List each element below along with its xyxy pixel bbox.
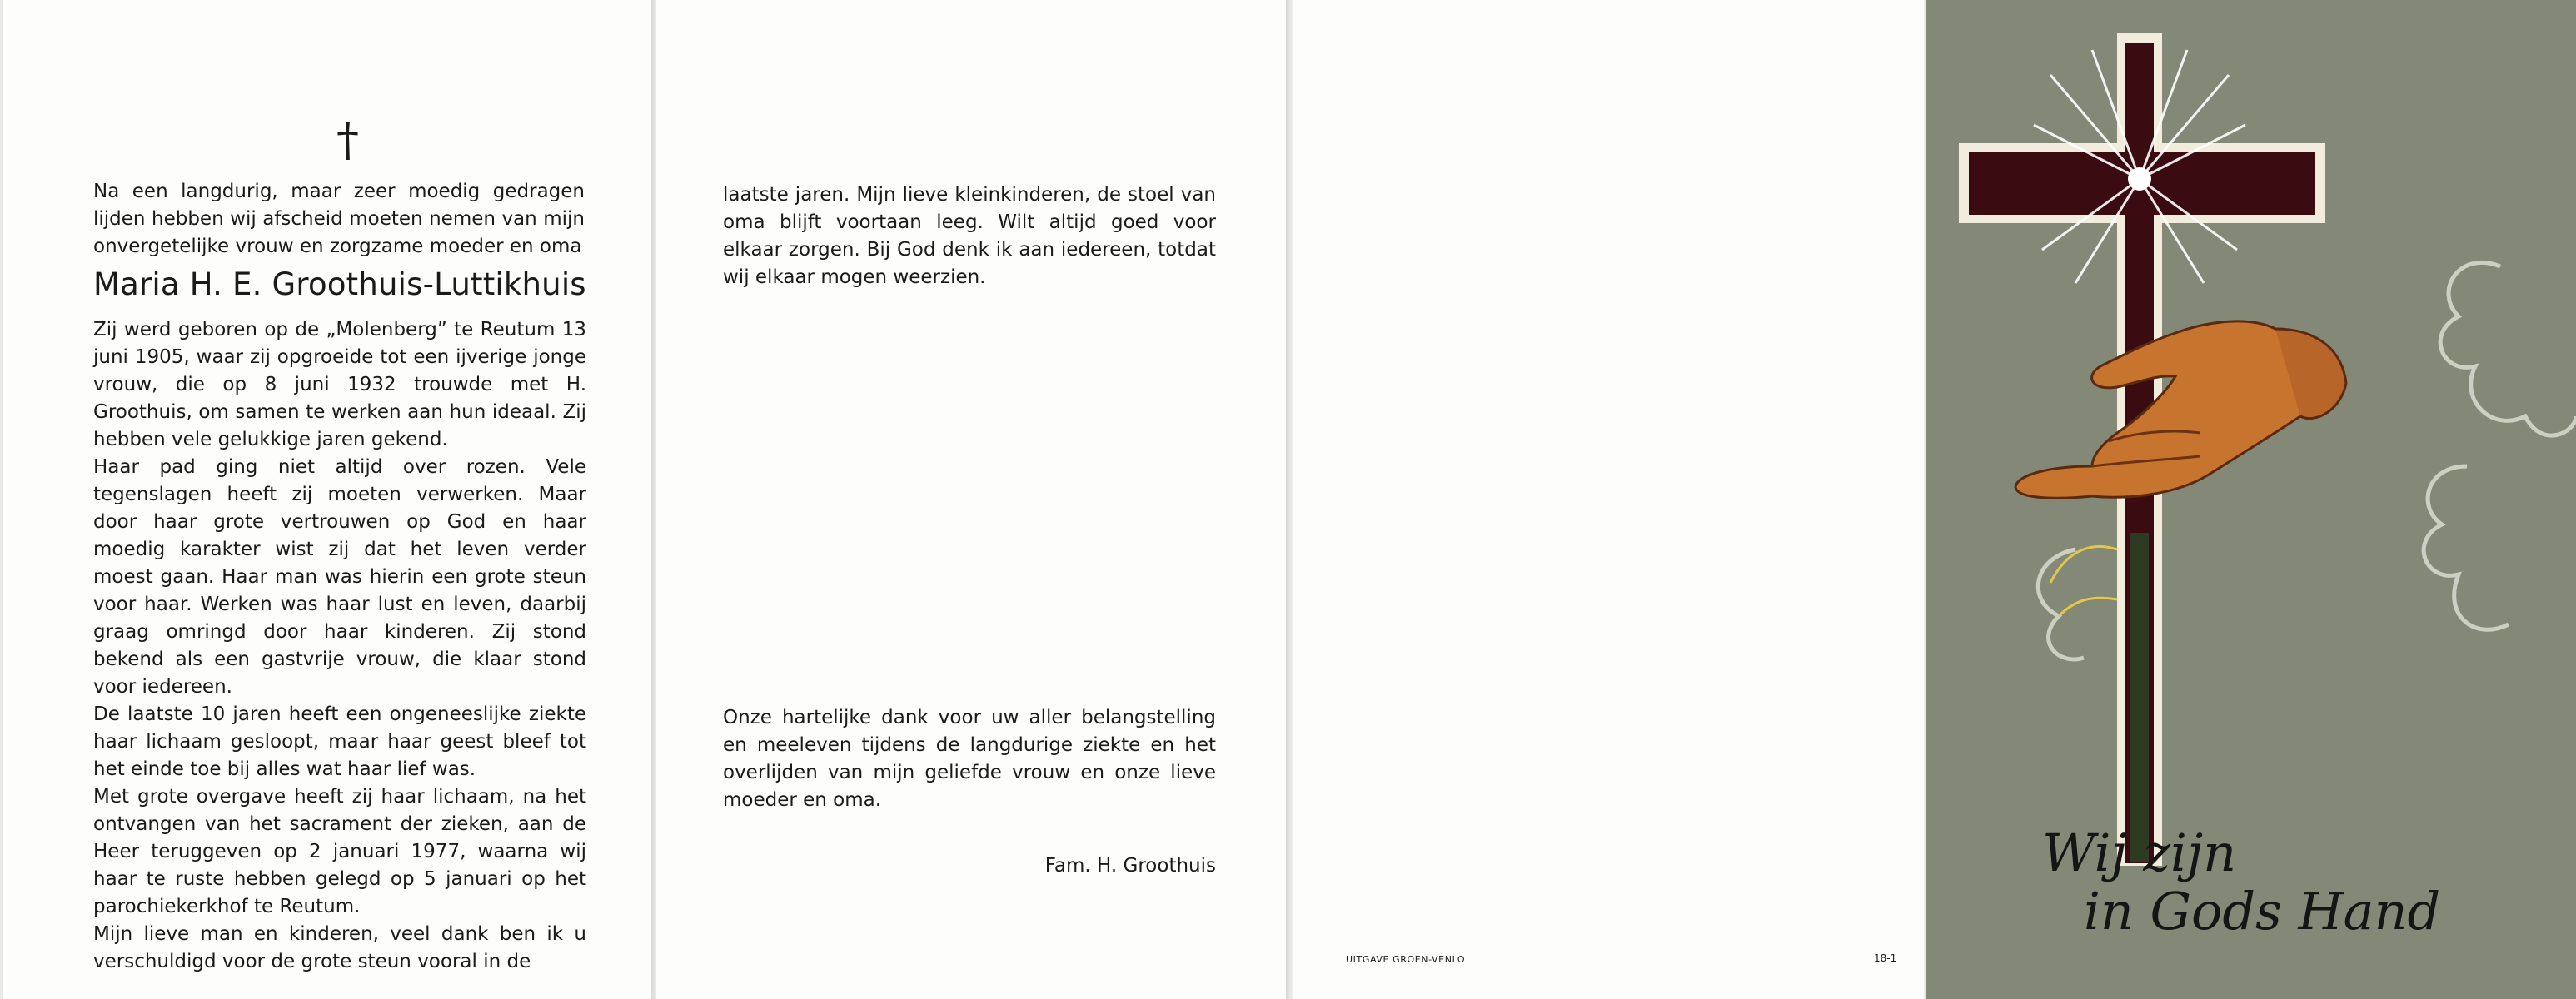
motto-line-2: in Gods Hand bbox=[2084, 881, 2441, 942]
star-icon bbox=[2128, 167, 2151, 191]
cross-icon: † bbox=[336, 114, 359, 166]
thanks-paragraph: Onze hartelijke dank voor uw aller belangstelling en meeleven tijdens de langdurige ziekte en het overlijden van mijn geliefde vrouw en onze lieve moeder en oma. bbox=[723, 707, 1216, 811]
continuation-paragraph: laatste jaren. Mijn lieve kleinkinderen, de stoel van oma blijft voortaan leeg. Wilt altijd goed voor elkaar zorgen. Bij God denk ik aan iedereen, totdat wij elkaar mogen weerzien. bbox=[723, 184, 1216, 288]
biography-paragraph: Haar pad ging niet altijd over rozen. Vele tegenslagen heeft zij moeten verwerken. Maar door haar grote vertrouwen op God en haar moedig karakter wist zij dat het leven verder moest gaan. Haar man was hierin een grote steun voor haar. Werken was haar lust en leven, daarbij graag omringd door haar kinderen. Zij stond bekend als een gastvrije vrouw, die klaar stond voor iedereen. bbox=[93, 456, 586, 698]
left-page bbox=[3, 0, 651, 999]
biography-paragraph: De laatste 10 jaren heeft een ongeneeslijke ziekte haar lichaam gesloopt, maar haar geest bleef tot het einde toe bij alles wat haar lief was. bbox=[93, 703, 586, 780]
continuation-text bbox=[723, 181, 1216, 291]
thanks-text bbox=[723, 704, 1216, 814]
intro-paragraph: Na een langdurig, maar zeer moedig gedragen lijden hebben wij afscheid moeten nemen van mijn onvergetelijke vrouw en zorgzame moeder en oma bbox=[93, 181, 585, 257]
biography-text bbox=[93, 316, 586, 976]
biography-paragraph: Mijn lieve man en kinderen, veel dank ben ik u verschuldigd voor de grote steun vooral in de bbox=[93, 923, 586, 972]
fold-divider bbox=[1286, 0, 1293, 999]
open-hand-icon bbox=[2015, 321, 2346, 498]
biography-paragraph: Met grote overgave heeft zij haar lichaam, na het ontvangen van het sacrament der zieken, aan de Heer teruggeven op 2 januari 1977, waarna wij haar te ruste hebben gelegd op 5 januari op het parochiekerkhof te Reutum. bbox=[93, 786, 586, 917]
card-code: 18-1 bbox=[1874, 952, 1897, 964]
back-page bbox=[1293, 0, 1924, 999]
deceased-name: Maria H. E. Groothuis-Luttikhuis bbox=[93, 266, 586, 302]
front-cover bbox=[1926, 0, 2576, 999]
intro-text bbox=[93, 178, 585, 261]
motto-line-1: Wij zijn bbox=[2042, 823, 2237, 883]
family-signature: Fam. H. Groothuis bbox=[1044, 855, 1216, 877]
leaf-icon bbox=[2050, 546, 2117, 616]
middle-page bbox=[656, 0, 1286, 999]
motto-text bbox=[2042, 824, 2542, 941]
publisher-label: UITGAVE GROEN-VENLO bbox=[1346, 954, 1466, 965]
biography-paragraph: Zij werd geboren op de „Molenberg” te Reutum 13 juni 1905, waar zij opgroeide tot een ijverige jonge vrouw, die op 8 juni 1932 trouwde met H. Groothuis, om samen te werken aan hun ideaal. Zij hebben vele gelukkige jaren gekend. bbox=[93, 319, 586, 450]
